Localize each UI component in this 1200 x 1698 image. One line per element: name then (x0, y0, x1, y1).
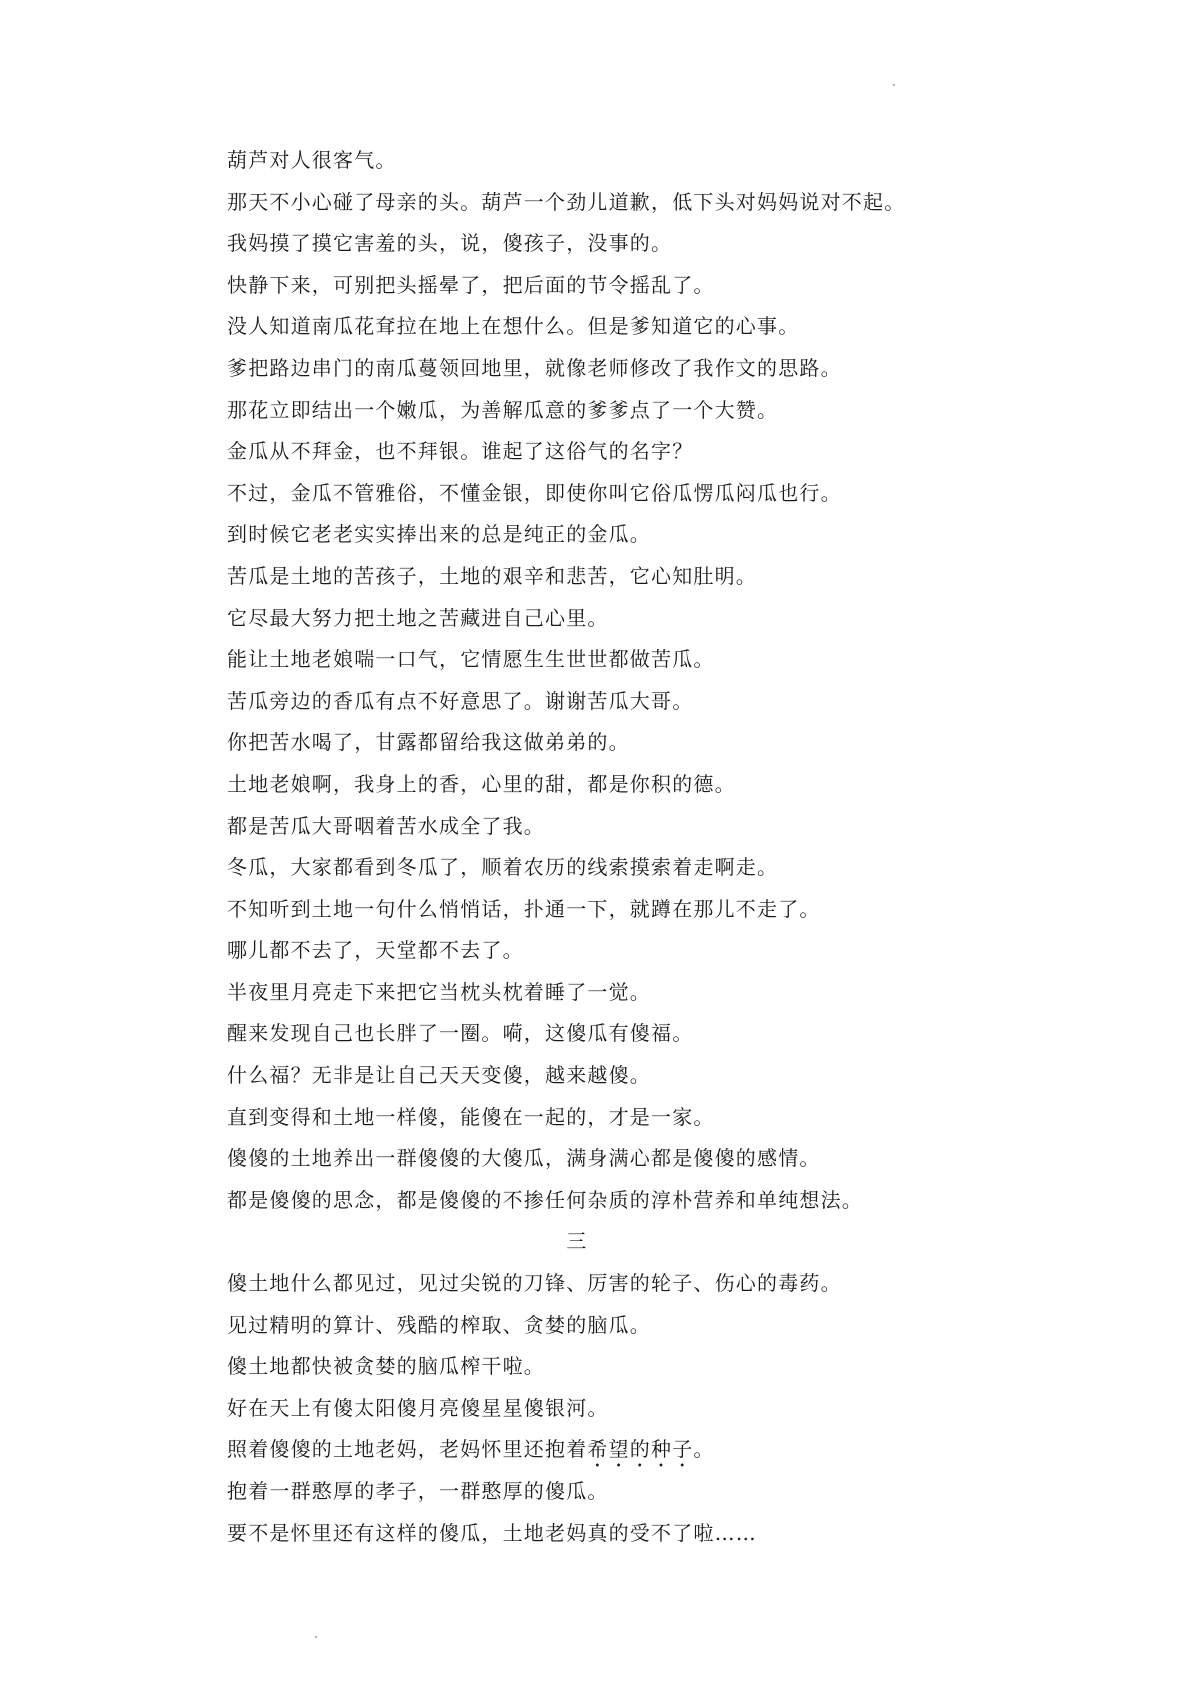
text-line: 傻傻的土地养出一群傻傻的大傻瓜，满身满心都是傻傻的感情。 (227, 1146, 821, 1171)
scan-speck (315, 1636, 317, 1638)
text-line: 要不是怀里还有这样的傻瓜，土地老妈真的受不了啦…… (227, 1520, 757, 1545)
text-line: 直到变得和土地一样傻，能傻在一起的，才是一家。 (227, 1104, 715, 1129)
text-line: 那天不小心碰了母亲的头。葫芦一个劲儿道歉，低下头对妈妈说对不起。 (227, 189, 906, 214)
emphasized-phrase: 希望的种子 (587, 1437, 694, 1462)
text-line: 好在天上有傻太阳傻月亮傻星星傻银河。 (227, 1395, 609, 1420)
text-line: 什么福？无非是让自己天天变傻，越来越傻。 (227, 1063, 651, 1088)
text-line: 都是傻傻的思念，都是傻傻的不掺任何杂质的淳朴营养和单纯想法。 (227, 1187, 863, 1212)
scan-speck (893, 84, 895, 86)
emphasis-line-after: 。 (693, 1437, 715, 1462)
text-line: 它尽最大努力把土地之苦藏进自己心里。 (227, 605, 609, 630)
text-line: 葫芦对人很客气。 (227, 148, 397, 172)
text-line: 土地老娘啊，我身上的香，心里的甜，都是你积的德。 (227, 771, 736, 796)
text-line: 苦瓜是土地的苦孩子，土地的艰辛和悲苦，它心知肚明。 (227, 563, 757, 588)
text-line: 我妈摸了摸它害羞的头，说，傻孩子，没事的。 (227, 231, 673, 256)
text-line: 都是苦瓜大哥咽着苦水成全了我。 (227, 813, 545, 838)
text-line: 不过，金瓜不管雅俗，不懂金银，即使你叫它俗瓜愣瓜闷瓜也行。 (227, 480, 842, 505)
text-line-with-emphasis (227, 1429, 987, 1471)
text-line: 你把苦水喝了，甘露都留给我这做弟弟的。 (227, 730, 630, 755)
text-line: 醒来发现自己也长胖了一圈。嗬，这傻瓜有傻福。 (227, 1021, 694, 1046)
section-heading: 三 (566, 1229, 588, 1254)
text-line: 爹把路边串门的南瓜蔓领回地里，就像老师修改了我作文的思路。 (227, 355, 842, 380)
text-line: 哪儿都不去了，天堂都不去了。 (227, 938, 524, 963)
emphasis-line-before: 照着傻傻的土地老妈，老妈怀里还抱着 (227, 1437, 588, 1462)
text-line: 能让土地老娘喘一口气，它情愿生生世世都做苦瓜。 (227, 647, 715, 672)
document-body (227, 140, 987, 1554)
text-line: 抱着一群憨厚的孝子，一群憨厚的傻瓜。 (227, 1479, 609, 1503)
text-line: 傻土地什么都见过，见过尖锐的刀锋、厉害的轮子、伤心的毒药。 (227, 1271, 842, 1296)
text-line: 傻土地都快被贪婪的脑瓜榨干啦。 (227, 1354, 545, 1379)
text-line: 快静下来，可别把头摇晕了，把后面的节令摇乱了。 (227, 272, 715, 297)
text-line: 金瓜从不拜金，也不拜银。谁起了这俗气的名字？ (227, 439, 694, 464)
text-line: 到时候它老老实实捧出来的总是纯正的金瓜。 (227, 522, 651, 547)
text-line: 没人知道南瓜花耷拉在地上在想什么。但是爹知道它的心事。 (227, 314, 800, 339)
text-line: 不知听到土地一句什么悄悄话，扑通一下，就蹲在那儿不走了。 (227, 896, 821, 921)
text-line: 那花立即结出一个嫩瓜，为善解瓜意的爹爹点了一个大赞。 (227, 397, 779, 422)
text-line: 苦瓜旁边的香瓜有点不好意思了。谢谢苦瓜大哥。 (227, 688, 694, 713)
text-line: 半夜里月亮走下来把它当枕头枕着睡了一觉。 (227, 979, 651, 1004)
text-line: 冬瓜，大家都看到冬瓜了，顺着农历的线索摸索着走啊走。 (227, 855, 779, 880)
text-line: 见过精明的算计、残酷的榨取、贪婪的脑瓜。 (227, 1312, 651, 1337)
